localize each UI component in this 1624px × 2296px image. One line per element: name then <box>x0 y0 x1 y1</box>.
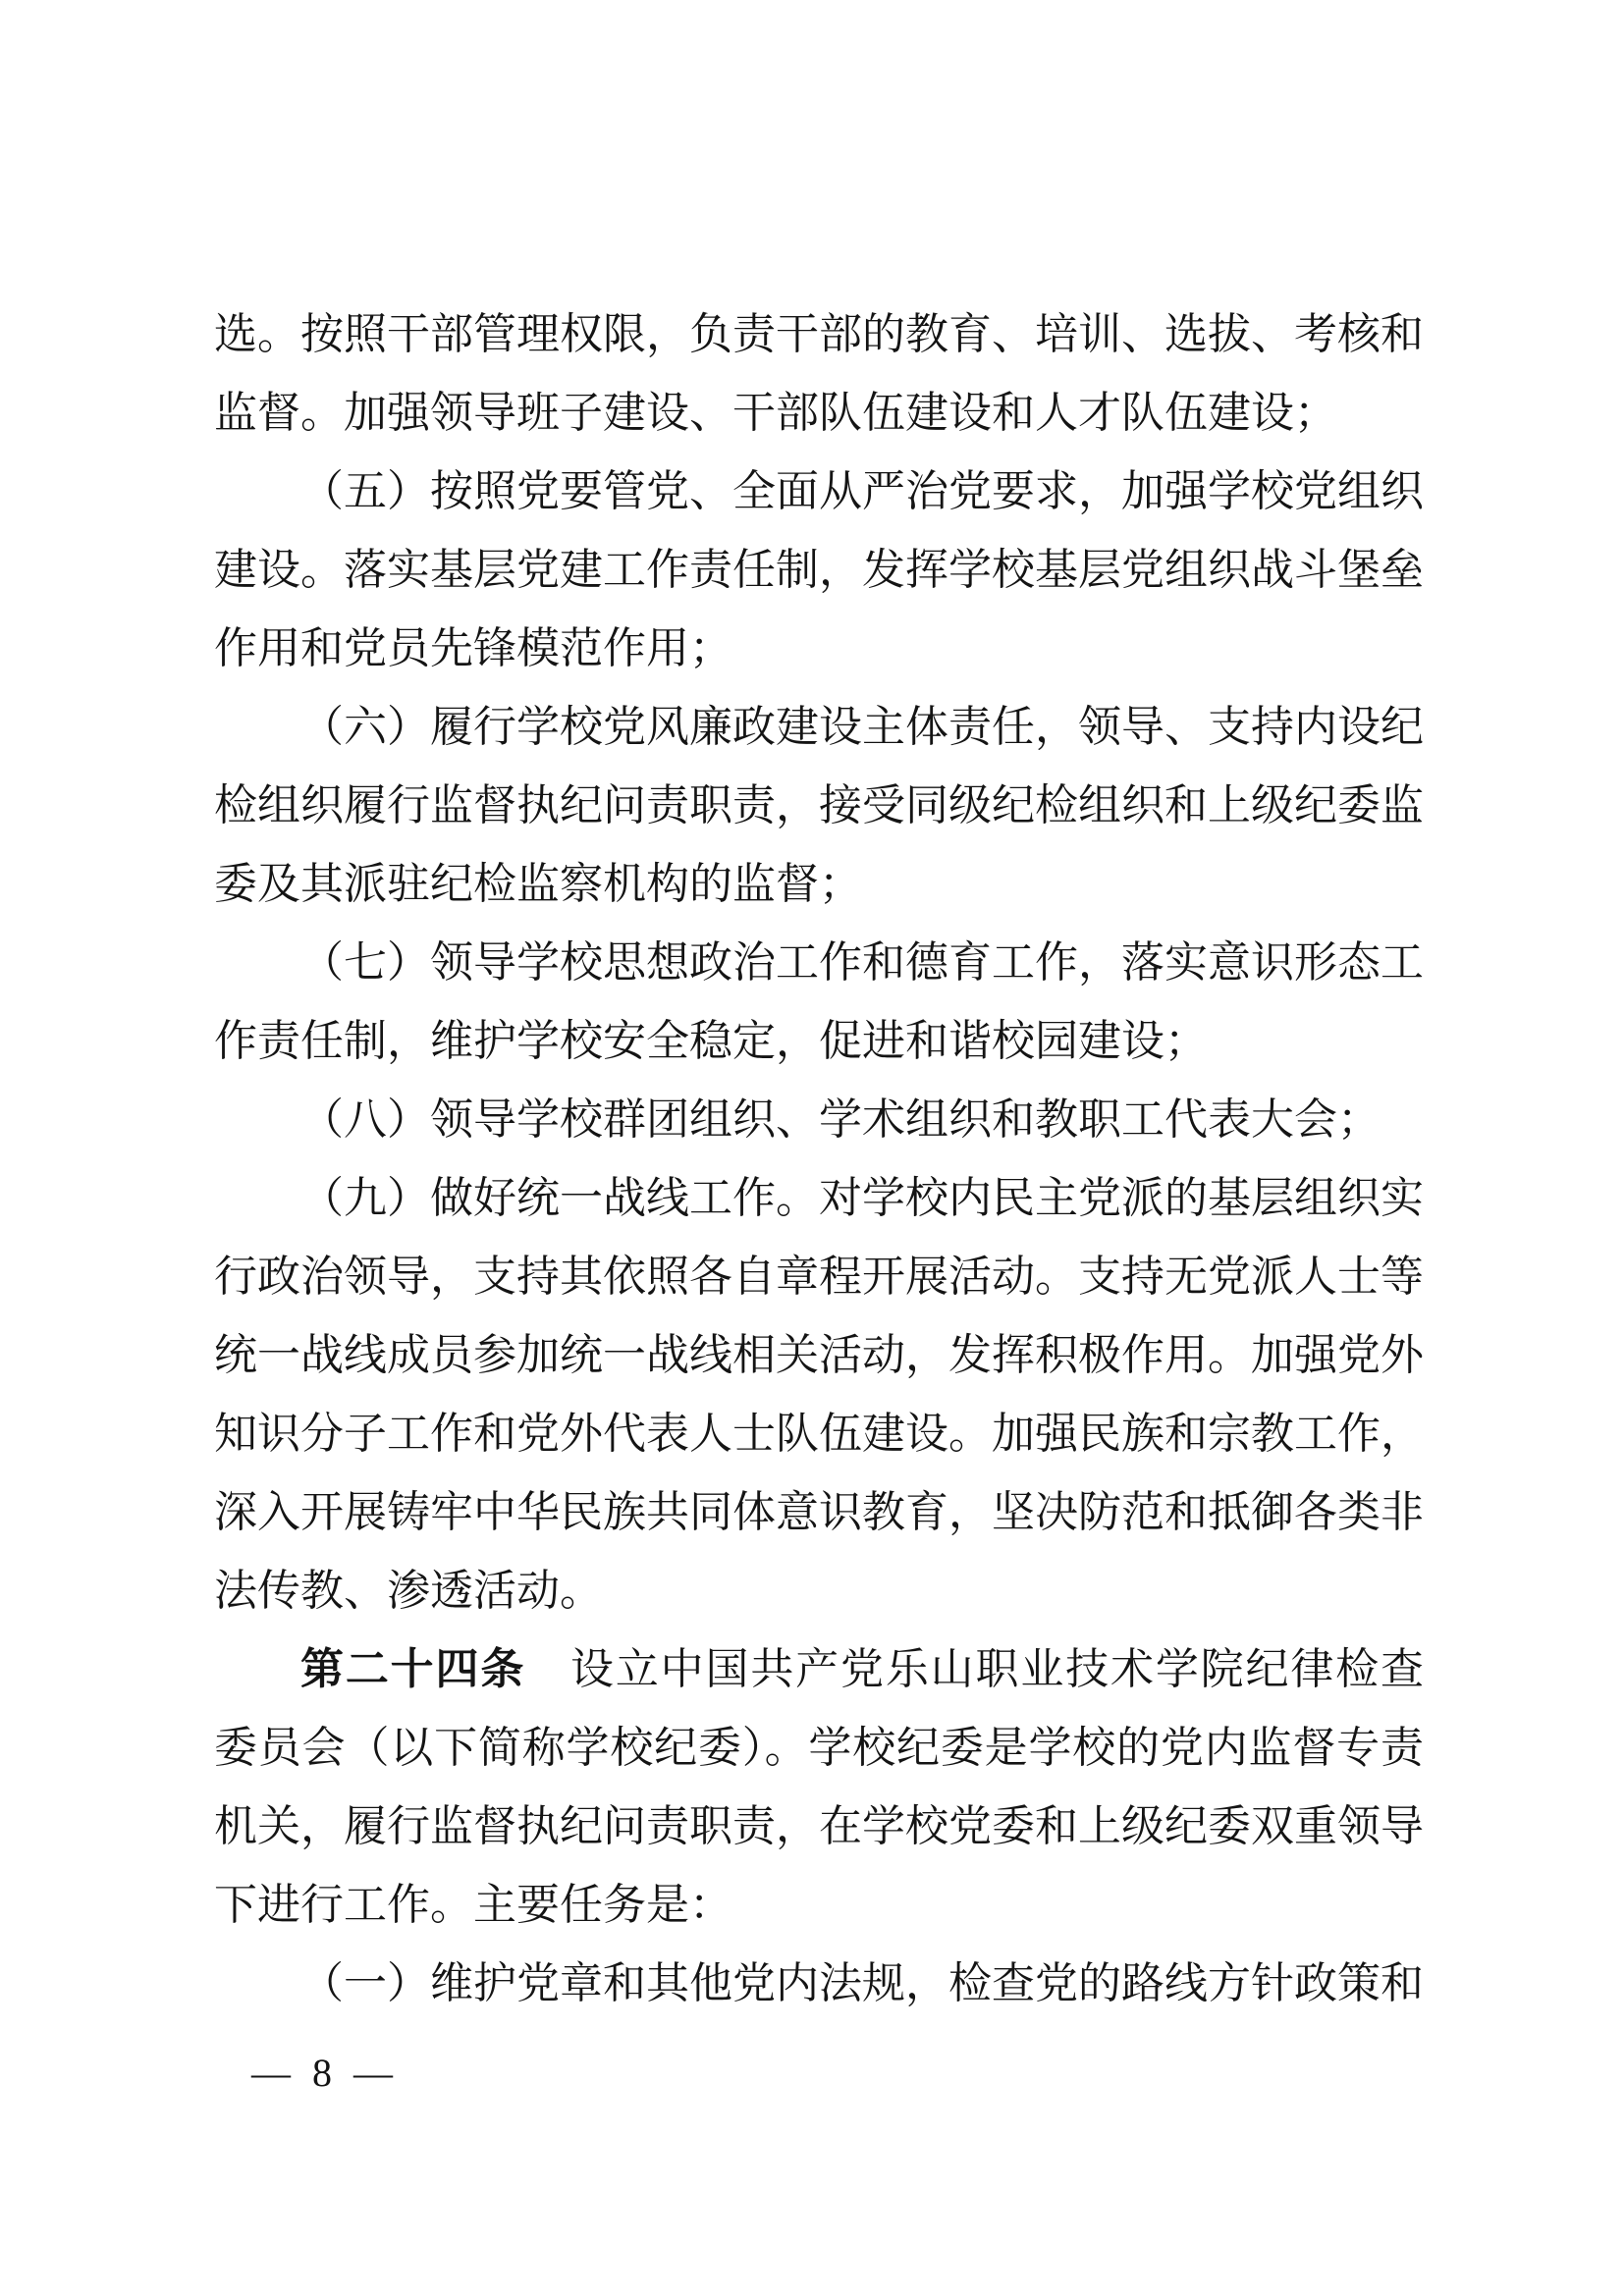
text-line: 选。按照干部管理权限，负责干部的教育、培训、选拔、考核和 <box>214 310 1424 358</box>
text-line: （八）领导学校群团组织、学术组织和教职工代表大会； <box>300 1095 1380 1144</box>
text-line: （七）领导学校思想政治工作和德育工作，落实意识形态工 <box>300 938 1424 987</box>
text-line: 知识分子工作和党外代表人士队伍建设。加强民族和宗教工作， <box>214 1410 1424 1458</box>
text-line: 统一战线成员参加统一战线相关活动，发挥积极作用。加强党外 <box>214 1331 1424 1379</box>
text-line: （一）维护党章和其他党内法规，检查党的路线方针政策和 <box>300 1959 1424 2007</box>
text-line: 委及其派驻纪检监察机构的监督； <box>214 860 862 908</box>
page-number: — 8 — <box>251 2051 399 2095</box>
text-line: 行政治领导，支持其依照各自章程开展活动。支持无党派人士等 <box>214 1253 1424 1301</box>
text-line: （九）做好统一战线工作。对学校内民主党派的基层组织实 <box>300 1174 1424 1222</box>
text-line: 作责任制，维护学校安全稳定，促进和谐校园建设； <box>214 1017 1208 1065</box>
text-line: 机关，履行监督执纪问责职责，在学校党委和上级纪委双重领导 <box>214 1802 1424 1850</box>
text-line: 法传教、渗透活动。 <box>214 1567 603 1615</box>
text-line: 深入开展铸牢中华民族共同体意识教育，坚决防范和抵御各类非 <box>214 1488 1424 1536</box>
article-number: 第二十四条 <box>300 1645 526 1693</box>
text-line: 委员会（以下简称学校纪委）。学校纪委是学校的党内监督专责 <box>214 1724 1424 1772</box>
text-line <box>214 1630 1424 1709</box>
text-line: （五）按照党要管党、全面从严治党要求，加强学校党组织 <box>300 467 1424 515</box>
article-text: 设立中国共产党乐山职业技术学院纪律检查 <box>525 1645 1425 1693</box>
text-line: （六）履行学校党风廉政建设主体责任，领导、支持内设纪 <box>300 703 1424 751</box>
text-line: 建设。落实基层党建工作责任制，发挥学校基层党组织战斗堡垒 <box>214 546 1424 594</box>
text-line: 作用和党员先锋模范作用； <box>214 624 732 672</box>
text-line: 下进行工作。主要任务是： <box>214 1881 732 1929</box>
text-line: 监督。加强领导班子建设、干部队伍建设和人才队伍建设； <box>214 389 1337 437</box>
document-body <box>214 295 1424 2023</box>
page-footer <box>251 2044 399 2103</box>
text-line: 检组织履行监督执纪问责职责，接受同级纪检组织和上级纪委监 <box>214 781 1424 829</box>
